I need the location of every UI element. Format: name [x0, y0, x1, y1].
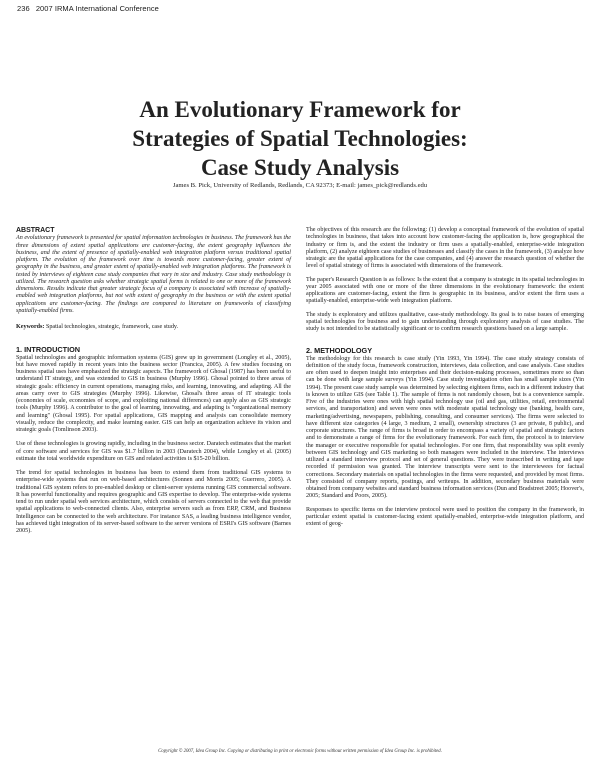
- intro-paragraph-3: The trend for spatial technologies in business has been to extend them from traditional GIS systems to enterprise-wide systems that run on web-based architectures (Sonnen and Morris 2005; Guerrero, 2005). A traditional GIS system refers to pre-enabled desktop or client-server systems running GIS commercial software. It has powerful functionality and requires geographic and GIS expertise to develop. The enterprise-wide systems tend to run under spatial web services architecture, which consists of servers connected to the web that provide spatial applications to web-connected clients. Also, enterprise servers such as from ERP, CRM, and Business Intelligence can be connected to the web architecture. For instance SAS, a leading business intelligence vendor, has achieved tight integration of its server-based software to the server versions of ESRI's GIS software (Barnes 2005).: [16, 470, 291, 534]
- intro-paragraph-1: Spatial technologies and geographic information systems (GIS) grew up in government (Longley et al., 2005), but have moved rapidly in recent years into the business sector (Francica, 2005). A few studies focusing on business spatial uses have emphasized the strategic aspects. The framework of Ghosal (1987) has been useful to understand IT strategy, and was extended to GIS in business (Murphy 1996). Ghosal pointed to three areas of strategic goals: efficiency in current operations, managing risks, and learning, innovating, and adapting. All the areas carry over to GIS strategies (Murphy 1996). Likewise, Ghosal's three areas of IT strategic tools (economies of scale, economies of scope, and exploiting national differences) can apply also as GIS strategic tools (Murphy 1996). A contributor to the goal of learning, innovating, and adapting is "organizational memory and learning" (Ghosal 1995). For spatial applications, GIS mapping and analysis can consolidate memory visually, reduce the complexity, and make learning easier. GIS can help an organization achieve its vision and strategic goals (Tomlinson 2003).: [16, 354, 291, 433]
- keywords: [16, 324, 291, 331]
- right-column: [306, 227, 584, 534]
- abstract-heading: ABSTRACT: [16, 227, 55, 234]
- methodology-heading: 2. METHODOLOGY: [306, 346, 373, 356]
- title-line-3: Case Study Analysis: [200, 155, 400, 180]
- title-line-1: An Evolutionary Framework for: [139, 97, 461, 122]
- keywords-text: Spatial technologies, strategic, framework, case study.: [45, 324, 179, 330]
- research-question-paragraph: The paper's Research Question is as follows: Is the extent that a company is strategic in its spatial technologies in year 2005 associated with one or more of the three dimensions in the evolutionary framework: the extent applications are customer-facing, extent the firm is geographic in its business, and/or extent the firm uses a spatially-enabled, enterprise-wide web integration platform.: [306, 276, 584, 305]
- running-header: [17, 4, 159, 13]
- copyright-footer: Copyright © 2007, Idea Group Inc. Copying or distributing in print or electronic forms without written permission of Idea Group Inc. is prohibited.: [158, 749, 442, 754]
- intro-paragraph-2: Use of these technologies is growing rapidly, including in the business sector. Daratech estimates that the market of core software and services for GIS was $1.7 billion in 2003 (Daratech 2004), while Longley et al. (2005) estimate the total worldwide expenditure on GIS and related activities is $15-20 billion.: [16, 441, 291, 462]
- page-number: 236: [17, 4, 30, 13]
- left-column: [16, 227, 291, 542]
- keywords-label: Keywords:: [16, 324, 45, 330]
- study-scope-paragraph: The study is exploratory and utilizes qualitative, case-study methodology. Its goal is to raise issues of emerging spatial technologies for business and to gain understanding through exploratory analysis of case studies. The study is not intended to be statistically significant or to confirm research questions based on a large sample.: [306, 311, 584, 332]
- conference-name: 2007 IRMA International Conference: [35, 4, 159, 13]
- introduction-heading: 1. INTRODUCTION: [16, 345, 81, 355]
- author-line: James B. Pick, University of Redlands, Redlands, CA 92373; E-mail: james_pick@redlands.edu: [172, 182, 428, 189]
- objectives-paragraph: The objectives of this research are the following: (1) develop a conceptual framework of the evolution of spatial technologies in business, that takes into account how customer-facing the application is, how geographical the industry or firm is, and the extent the industry or firm uses a spatially-enabled, enterprise-wide integration platform, (2) analyze eighteen case studies of businesses and classify the cases in the framework, (3) analyze how strategic are the spatial applications for the case companies, and (4) answer the research question of whether the level of spatial strategy of firms is associated with dimensions of the framework.: [306, 227, 584, 270]
- paper-title: [0, 95, 600, 182]
- title-line-2: Strategies of Spatial Technologies:: [132, 126, 468, 151]
- methodology-paragraph-2: Responses to specific items on the interview protocol were used to position the company in the framework, in particular extent spatial is customer-facing extent spatially-enabled, enterprise-wide integration platform, and extent of geog-: [306, 506, 584, 527]
- methodology-paragraph-1: The methodology for this research is case study (Yin 1993, Yin 1994). The case study strategy consists of definition of the study focus, framework construction, interviews, data collection, and case analysis. Case studies are often used to deepen insight into enterprises and their decision-making processes, sometimes more so than can be done with large sample surveys (Yin 1994). Case study investigation often has small sample sizes (Yin 1994). The present case study sample was determined by selecting eighteen firms, each in a different industry that is known to utilize GIS (see Table 1). The sample of firms is not randomly chosen, but is a convenience sample. Five of the industries were ones with high spatial technology use (oil and gas, utilities, retail, environmental services, and transportation) and seven were ones with moderate spatial technology use (banking, health care, marketing/advertising, newspapers, publishing, consulting, and consumer services). The firms were selected to have different size categories (4 large, 3 medium, 2 small), ownership structures (3 are private, 8 public), and corporate structures. The range of firms is broad in order to encompass a variety of spatial and strategic factors and to demonstrate a range of firms for the evolutionary framework. For each firm, the protocol is to interview the manager or executive responsible for spatial technologies. For one firm, that responsibility was split evenly between GIS technology and GIS marketing so both managers were included in the interview. The interviews utilized a standard interview protocol and set of general questions. They were transcribed in writing and tape recorded if permission was granted. The interview transcripts were sent to the interviewees for factual corrections. Secondary materials on spatial technologies in the firms were requested, and provided by most firms. They consisted of company reports, postings, and writeups. In addition, secondary business materials were obtained from company websites and standard business information services (Dun and Bradstreet 2005; Hoover's, 2005; Standard and Poors, 2005).: [306, 355, 584, 500]
- abstract-text: An evolutionary framework is presented for spatial information technologies in business. The framework has the three dimensions of extent spatial applications are customer-facing, the extent geography influences the business, and the extent of presence of spatially-enabled web integration platform versus traditional spatial platform. The evolution of the framework over time is towards more customer-facing, greater extent of geography in the business, and greater extent of spatially-enabled web integration platforms. The framework is tested by interviews of eighteen case study companies that vary in size and industry. Case study methodology is utilized. The research question asks whether strategic spatial forms is related to one or more of the framework dimensions. Results indicate that greater strategic focus of a company is associated with increase of spatially-enabled web integration platforms, but not with extent of geography in the business or with the extent spatial applications are customer-facing. The findings are compared to literature on frameworks of classifying spatially-enabled firms.: [16, 235, 291, 314]
